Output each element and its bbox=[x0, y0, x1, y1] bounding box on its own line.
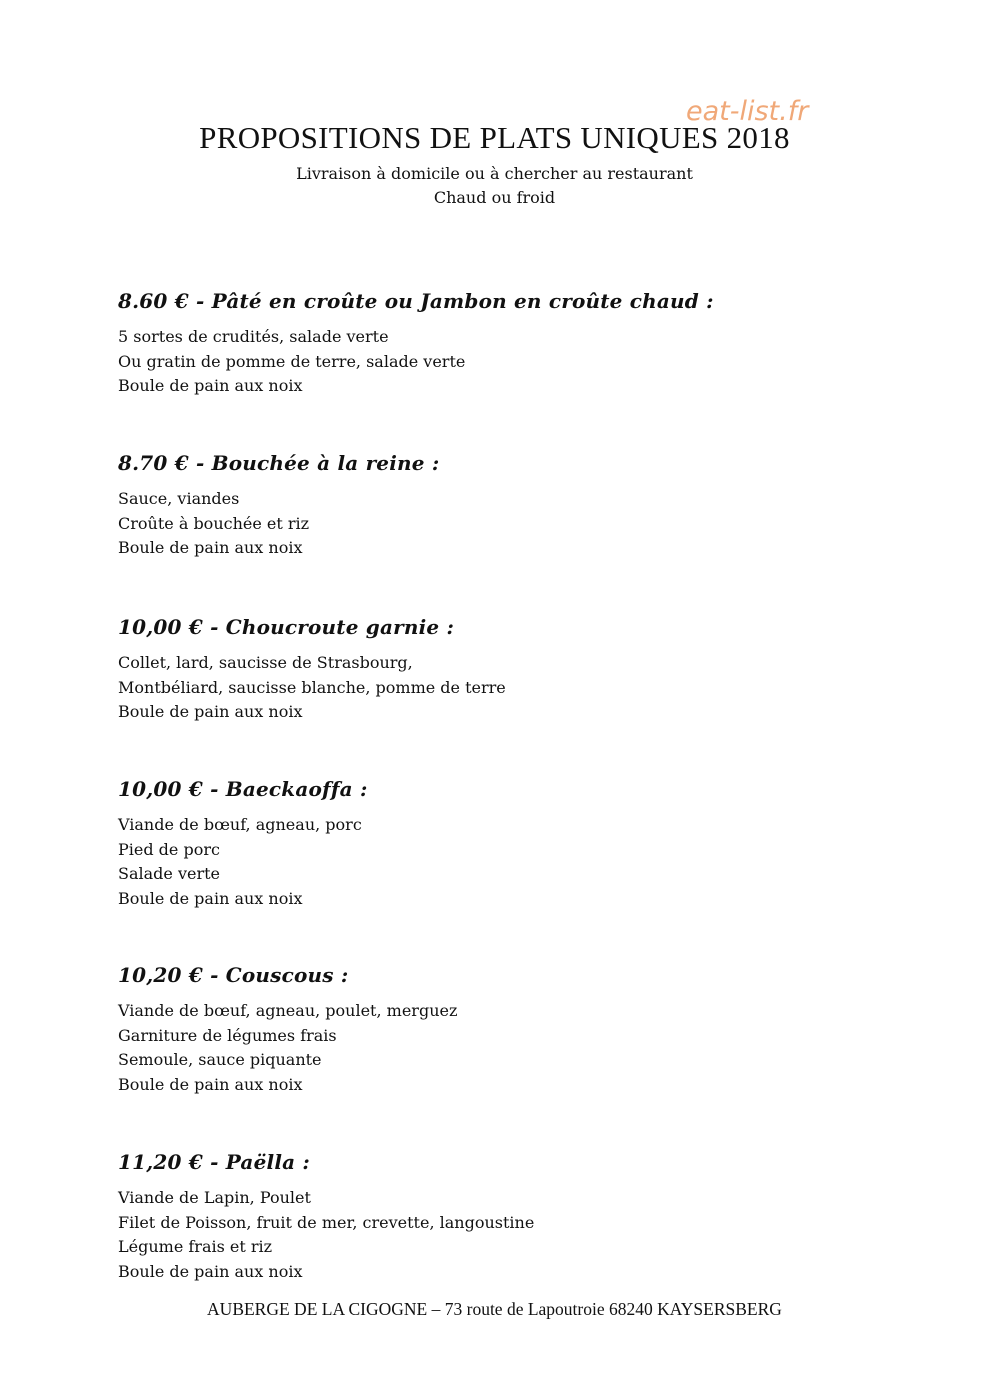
dish-line: Semoule, sauce piquante bbox=[118, 1050, 322, 1070]
subtitle-temperature: Chaud ou froid bbox=[433, 188, 556, 207]
footer-address: AUBERGE DE LA CIGOGNE – 73 route de Lapoutroie 68240 KAYSERSBERG bbox=[207, 1299, 782, 1319]
dish-line: Boule de pain aux noix bbox=[118, 376, 303, 396]
dish-section-bouchee bbox=[118, 447, 878, 561]
dish-heading: 8.60 € - Pâté en croûte ou Jambon en croûte chaud : bbox=[118, 289, 714, 313]
dish-line: Boule de pain aux noix bbox=[118, 538, 303, 558]
dish-line: Boule de pain aux noix bbox=[118, 1074, 303, 1094]
dish-section-baeckaoffa bbox=[118, 773, 878, 911]
dish-line: Salade verte bbox=[118, 864, 221, 884]
dish-line: Pied de porc bbox=[118, 839, 220, 859]
subtitle-delivery: Livraison à domicile ou à chercher au restaurant bbox=[296, 164, 693, 183]
dish-heading: 11,20 € - Paëlla : bbox=[118, 1150, 311, 1174]
dish-line: 5 sortes de crudités, salade verte bbox=[118, 327, 389, 346]
dish-line: Boule de pain aux noix bbox=[118, 888, 303, 908]
dish-line: Collet, lard, saucisse de Strasbourg, bbox=[118, 653, 413, 672]
watermark-text: eat-list.fr bbox=[686, 96, 809, 127]
dish-section-pate bbox=[118, 285, 878, 399]
dish-section-paella bbox=[118, 1146, 878, 1284]
page-title: PROPOSITIONS DE PLATS UNIQUES 2018 bbox=[199, 120, 790, 155]
dish-heading: 10,20 € - Couscous : bbox=[118, 963, 349, 987]
dish-line: Filet de Poisson, fruit de mer, crevette, langoustine bbox=[118, 1212, 535, 1232]
dish-line: Viande de bœuf, agneau, poulet, merguez bbox=[118, 1001, 458, 1020]
dish-line: Boule de pain aux noix bbox=[118, 702, 303, 722]
dish-line: Garniture de légumes frais bbox=[118, 1025, 337, 1045]
dish-heading: 10,00 € - Choucroute garnie : bbox=[118, 615, 455, 639]
dish-line: Boule de pain aux noix bbox=[118, 1261, 303, 1281]
dish-section-choucroute bbox=[118, 611, 878, 725]
dish-line: Montbéliard, saucisse blanche, pomme de terre bbox=[118, 677, 506, 697]
dish-line: Sauce, viandes bbox=[118, 489, 240, 508]
dish-section-couscous bbox=[118, 959, 878, 1097]
dish-heading: 10,00 € - Baeckaoffa : bbox=[118, 777, 368, 801]
dish-line: Viande de bœuf, agneau, porc bbox=[118, 815, 362, 834]
dish-heading: 8.70 € - Bouchée à la reine : bbox=[118, 451, 440, 475]
dish-line: Légume frais et riz bbox=[118, 1237, 273, 1257]
dish-line: Croûte à bouchée et riz bbox=[118, 513, 310, 533]
dish-line: Ou gratin de pomme de terre, salade verte bbox=[118, 351, 466, 371]
dish-line: Viande de Lapin, Poulet bbox=[118, 1188, 311, 1207]
